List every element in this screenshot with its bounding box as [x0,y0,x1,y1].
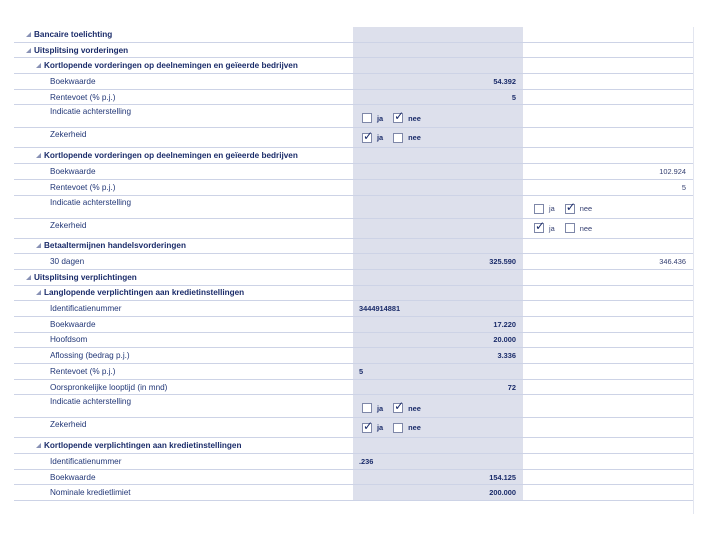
value-cell[interactable]: 20.000 [493,335,516,345]
row-label: Indicatie achterstelling [50,197,132,207]
value-cell[interactable]: 3.336 [497,351,516,361]
value-cell[interactable]: 5 [359,366,364,376]
checkbox-nee[interactable] [393,423,403,433]
row-label: Hoofdsom [50,335,88,345]
table-row [14,74,694,90]
value-cell[interactable]: 72 [507,382,516,392]
section-header[interactable]: Kortlopende verplichtingen aan kredietinstellingen [36,438,241,453]
row-label: Oorspronkelijke looptijd (in mnd) [50,382,168,392]
row-label: Indicatie achterstelling [50,107,132,117]
checkbox-ja[interactable] [362,113,372,123]
checkbox-ja[interactable] [362,423,372,433]
checkbox-group: ✓ ja nee [362,128,421,147]
section-row[interactable] [14,239,694,255]
table-row [14,395,694,418]
collapse-triangle-icon[interactable] [26,32,31,37]
row-label: 30 dagen [50,257,85,267]
section-row[interactable] [14,286,694,302]
row-label: Rentevoet (% p.j.) [50,366,116,376]
checkbox-group: ja ✓ nee [362,395,421,417]
checkbox-group: ✓ ja nee [362,418,421,437]
table-row [14,196,694,219]
row-label: Identificatienummer [50,304,122,314]
table-row [14,301,694,317]
collapse-triangle-icon[interactable] [26,275,31,280]
table-row [14,164,694,180]
checkbox-nee[interactable] [565,223,575,233]
value-cell[interactable]: 346.436 [659,257,686,267]
checkbox-nee[interactable] [393,113,403,123]
section-row[interactable] [14,27,694,43]
checkbox-group: ✓ ja nee [534,219,592,238]
row-label: Rentevoet (% p.j.) [50,92,116,102]
collapse-triangle-icon[interactable] [36,153,41,158]
value-cell[interactable]: 5 [511,92,516,102]
section-header[interactable]: Uitsplitsing verplichtingen [26,270,137,285]
row-label: Zekerheid [50,420,87,430]
section-header[interactable]: Uitsplitsing vorderingen [26,43,128,58]
section-header[interactable]: Kortlopende vorderingen op deelnemingen en geïeerde bedrijven [36,58,298,73]
disclosure-table [14,27,694,501]
table-row [14,485,694,501]
checkbox-ja[interactable] [362,403,372,413]
checkbox-ja[interactable] [534,223,544,233]
table-row [14,348,694,364]
row-label: Nominale kredietlimiet [50,488,131,498]
checkbox-ja[interactable] [534,204,544,214]
checkbox-group: ja ✓ nee [534,196,592,218]
row-label: Aflossing (bedrag p.j.) [50,351,130,361]
table-row [14,470,694,486]
collapse-triangle-icon[interactable] [36,243,41,248]
section-row[interactable] [14,43,694,59]
value-cell[interactable]: 17.220 [493,319,516,329]
table-row [14,128,694,148]
table-row [14,90,694,106]
checkbox-nee[interactable] [393,133,403,143]
table-row [14,317,694,333]
collapse-triangle-icon[interactable] [36,443,41,448]
row-label: Boekwaarde [50,76,96,86]
section-header[interactable]: Betaaltermijnen handelsvorderingen [36,239,186,254]
table-row [14,219,694,239]
value-cell[interactable]: 200.000 [489,488,516,498]
value-cell[interactable]: 54.392 [493,76,516,86]
section-header[interactable]: Langlopende verplichtingen aan kredietinstellingen [36,286,244,301]
value-cell[interactable]: 102.924 [659,166,686,176]
row-label: Identificatienummer [50,456,122,466]
table-row [14,380,694,396]
value-cell[interactable]: .236 [359,456,374,466]
table-row [14,418,694,438]
value-cell[interactable]: 5 [681,182,686,192]
value-cell[interactable]: 3444914881 [359,304,401,314]
section-row[interactable] [14,270,694,286]
table-row [14,105,694,128]
row-label: Rentevoet (% p.j.) [50,182,116,192]
checkbox-nee[interactable] [393,403,403,413]
table-row [14,254,694,270]
row-label: Boekwaarde [50,319,96,329]
table-row [14,333,694,349]
table-row [14,454,694,470]
row-label: Boekwaarde [50,472,96,482]
checkbox-ja[interactable] [362,133,372,143]
section-row[interactable] [14,58,694,74]
collapse-triangle-icon[interactable] [36,290,41,295]
row-label: Zekerheid [50,220,87,230]
section-header[interactable]: Bancaire toelichting [26,27,112,42]
row-label: Boekwaarde [50,166,96,176]
section-row[interactable] [14,438,694,454]
section-row[interactable] [14,148,694,164]
collapse-triangle-icon[interactable] [36,63,41,68]
row-label: Zekerheid [50,130,87,140]
table-row [14,180,694,196]
table-row [14,364,694,380]
value-cell[interactable]: 325.590 [489,257,516,267]
collapse-triangle-icon[interactable] [26,48,31,53]
checkbox-group: ja ✓ nee [362,105,421,127]
section-header[interactable]: Kortlopende vorderingen op deelnemingen en geïeerde bedrijven [36,148,298,163]
row-label: Indicatie achterstelling [50,397,132,407]
column-divider [693,27,694,514]
value-cell[interactable]: 154.125 [489,472,516,482]
checkbox-nee[interactable] [565,204,575,214]
